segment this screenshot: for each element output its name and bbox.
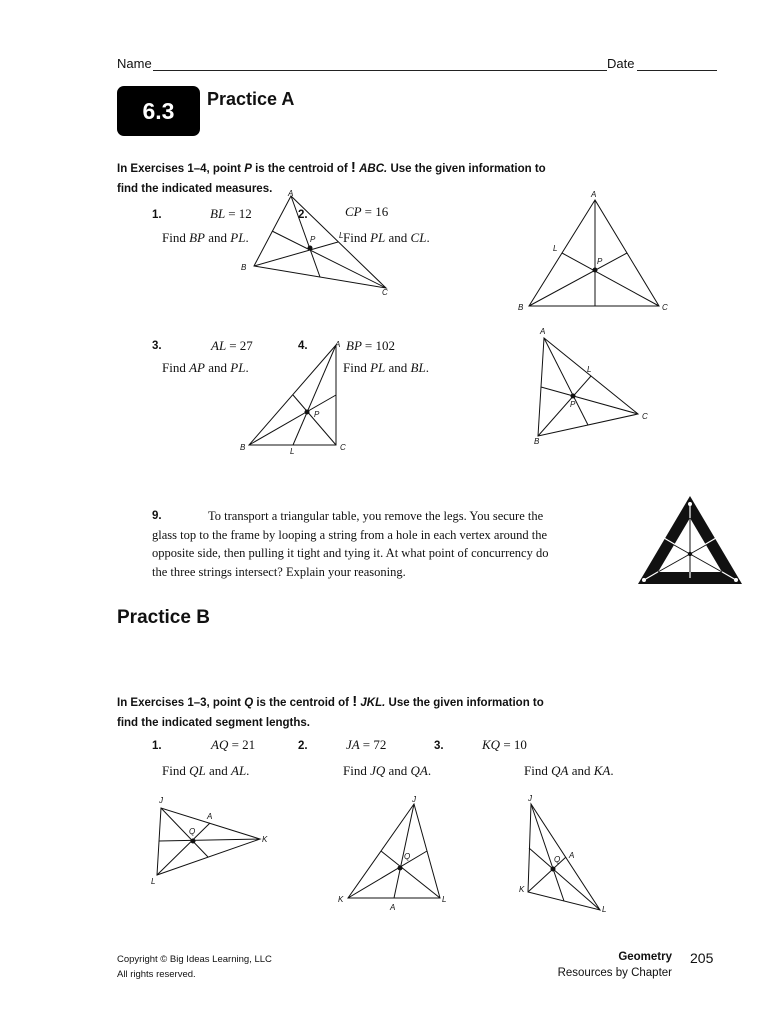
page-number: 205 (690, 950, 714, 966)
exercise-b1-find: Find QL and AL. (162, 763, 250, 778)
exercise-b3-given: KQ = 10 (482, 737, 527, 752)
label-j: J (412, 795, 416, 804)
label-q: Q (404, 852, 411, 861)
exercise-b2-find: Find JQ and QA. (343, 763, 432, 778)
label-l: L (553, 244, 558, 253)
exercise-a4-given: BP = 102 (346, 338, 395, 353)
label-l: L (587, 365, 592, 374)
exercise-a1-number: 1. (152, 209, 162, 221)
label-l: L (290, 447, 295, 456)
label-c: C (340, 443, 346, 452)
label-l: L (602, 905, 607, 914)
footer-book-title: Geometry (618, 951, 672, 963)
figure-a2-triangle (515, 186, 675, 316)
label-a: A (540, 327, 546, 336)
label-l: L (442, 895, 447, 904)
exercise-a9-number: 9. (152, 510, 162, 522)
date-field-line[interactable] (637, 70, 717, 71)
label-a: A (569, 851, 575, 860)
figure-a3-triangle (236, 335, 356, 457)
section-badge: 6.3 (117, 86, 200, 136)
label-k: K (262, 835, 268, 844)
label-a: A (207, 812, 213, 821)
label-a: A (335, 340, 341, 349)
label-b: B (518, 303, 524, 312)
exercise-b2-number: 2. (298, 740, 308, 752)
exercise-a3-number: 3. (152, 340, 162, 352)
label-k: K (338, 895, 344, 904)
label-l: L (151, 877, 156, 886)
practice-b-instructions: In Exercises 1–3, point Q is the centroid of ! JKL. Use the given information to find the indicated segment lengths. (117, 693, 544, 729)
exercise-a2-given: CP = 16 (345, 204, 389, 219)
exercise-a3-find: Find AP and PL. (162, 360, 249, 375)
label-j: J (528, 794, 532, 803)
exercise-a2-number: 2. (298, 209, 308, 221)
figure-b3-triangle (516, 792, 616, 916)
label-p: P (570, 400, 576, 409)
exercise-b1-number: 1. (152, 740, 162, 752)
figure-a1-triangle (236, 188, 396, 298)
date-label: Date (607, 56, 635, 71)
label-k: K (519, 885, 525, 894)
exercise-b1-given: AQ = 21 (211, 737, 256, 752)
exercise-a2-find: Find PL and CL. (343, 230, 430, 245)
figure-b1-triangle (148, 794, 276, 888)
label-b: B (534, 437, 540, 446)
label-c: C (382, 288, 388, 297)
label-c: C (642, 412, 648, 421)
figure-b2-triangle (336, 792, 454, 914)
name-field-line[interactable] (153, 70, 607, 71)
footer-resources: Resources by Chapter (557, 967, 672, 979)
label-l: L (339, 231, 344, 240)
figure-a4-triangle (530, 322, 660, 450)
exercise-a9-text: To transport a triangular table, you remove the legs. You secure the glass top to the frame by looping a string from a hole in each vertex around the opposite side, then pulling it tight and tying it. At what point of concurrency do the three strings intersect? Explain your reasoning. (152, 509, 549, 579)
practice-a-title: Practice A (207, 89, 295, 109)
label-a: A (288, 189, 294, 198)
practice-b-title: Practice B (117, 607, 210, 628)
exercise-a3-given: AL = 27 (211, 338, 253, 353)
label-p: P (597, 257, 603, 266)
exercise-b2-given: JA = 72 (346, 737, 387, 752)
label-p: P (310, 235, 316, 244)
exercise-a1-find: Find BP and PL. (162, 230, 249, 245)
label-a: A (390, 903, 396, 912)
exercise-a1-given: BL = 12 (210, 206, 252, 221)
label-p: P (314, 410, 320, 419)
rights-text: All rights reserved. (117, 969, 196, 980)
copyright-text: Copyright © Big Ideas Learning, LLC (117, 954, 272, 965)
label-b: B (241, 263, 247, 272)
label-q: Q (189, 827, 196, 836)
label-j: J (159, 796, 163, 805)
name-label: Name (117, 56, 152, 71)
label-q: Q (554, 855, 561, 864)
label-b: B (240, 443, 246, 452)
exercise-a4-find: Find PL and BL. (343, 360, 429, 375)
exercise-b3-number: 3. (434, 740, 444, 752)
practice-a-instructions: In Exercises 1–4, point P is the centroid of ! ABC. Use the given information to find the indicated measures. (117, 159, 546, 195)
table-frame-figure (636, 494, 744, 586)
exercise-b3-find: Find QA and KA. (524, 763, 614, 778)
exercise-a4-number: 4. (298, 340, 308, 352)
label-c: C (662, 303, 668, 312)
label-a: A (591, 190, 597, 199)
